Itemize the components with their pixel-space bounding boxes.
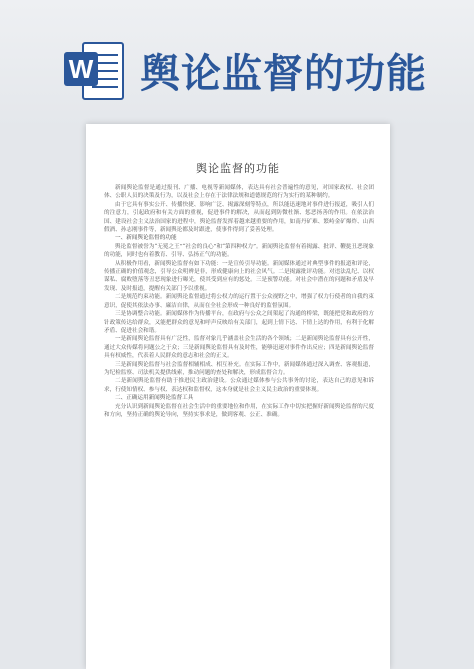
banner-title: 舆论监督的功能: [140, 51, 427, 97]
section-heading: 二、正确运用新闻舆论监督工具: [115, 395, 194, 402]
paragraph: 二是新闻舆论监督有助于推进民主政治建设。公众通过媒体参与公共事务的讨论，表达自己的意见和诉求，行使知情权、参与权、表达权和监督权，这本身就是社会主义民主政治的重要体现。: [104, 378, 374, 393]
document-body: [86, 184, 390, 419]
document-page: [86, 124, 390, 669]
paragraph: 新闻舆论监督是通过报刊、广播、电视等新闻媒体，表达具有社会普遍性的意见，对国家政权、社会团体、公职人员的决策及行为，以及社会上存在于法律法规和道德规范的行为实行的某种制约。: [104, 185, 374, 200]
paragraph: 充分认识到新闻舆论监督在社会生活中的重要地位和作用，在实际工作中切实把握好新闻舆论监督的尺度和方向，坚持正确的舆论导向，坚持实事求是，做到客观、公正、准确。: [104, 403, 374, 418]
word-badge: W: [64, 52, 98, 86]
section-heading: 一、新闻舆论监督的功能: [115, 235, 177, 242]
paragraph: 二是规范约束功能。新闻舆论监督通过将公权力的运行置于公众视野之中，增强了权力行使者的自我约束意识，促使其依法办事、廉洁自律，从而在全社会形成一种良好的监督氛围。: [104, 294, 374, 309]
header-banner: [0, 0, 474, 128]
paragraph: 三是协调整合功能。新闻媒体作为传播平台，在政府与公众之间架起了沟通的桥梁，既能把党和政府的方针政策传达给群众，又能把群众的意见和呼声反映给有关部门，起到上情下达、下情上达的作用，有利于化解矛盾、促进社会和谐。: [104, 311, 374, 334]
document-title: 舆论监督的功能: [196, 162, 280, 175]
word-icon: [62, 40, 126, 104]
paragraph: 舆论监督被誉为“无冕之王”“社会的良心”和“第四种权力”。新闻舆论监督有着揭露、批评、鞭挞丑恶现象的功能，同时也有着教育、引导、弘扬正气的功能。: [104, 243, 374, 259]
paragraph: 由于它具有事实公开、传播快捷、影响广泛、揭露深刻等特点，所以能迅速地对事件进行报道，吸引人们的注意力，引起政府和有关方面的重视，促进事件的解决，从而起到防微杜渐、惩恶扬善的作用。在依法治国、建设社会主义法治国家的进程中，舆论监督发挥着越来越重要的作用，如南丹矿难、繁峙金矿爆炸、山西假酒、孙志刚事件等，新闻舆论都及时跟进，使事件得到了妥善处理。: [104, 201, 374, 234]
paragraph: 三是新闻舆论监督与社会监督相辅相成、相互补充。在实际工作中，新闻媒体通过深入调查、客观报道，为纪检监察、司法机关提供线索，推动问题的查处和解决，形成监督合力。: [104, 361, 374, 376]
paragraph: 一是新闻舆论监督具有广泛性，监督对象几乎涵盖社会生活的各个领域；二是新闻舆论监督具有公开性，通过大众传媒将问题公之于众；三是新闻舆论监督具有及时性，能够迅速对事件作出反应；四是新闻舆论监督具有权威性，代表着人民群众的意志和社会的正义。: [104, 336, 374, 360]
paragraph: 从积极作用看，新闻舆论监督有如下功能：一是宣传引导功能。新闻媒体通过对典型事件的报道和评论，传播正确的价值观念，引导公众明辨是非，形成健康向上的社会风气。二是揭露批评功能。对违法乱纪、以权谋私、腐败堕落等丑恶现象进行曝光，使其受到应有的惩处。三是预警功能。对社会中潜在的问题和矛盾及早发现、及时报道，提醒有关部门予以重视。: [104, 260, 374, 292]
